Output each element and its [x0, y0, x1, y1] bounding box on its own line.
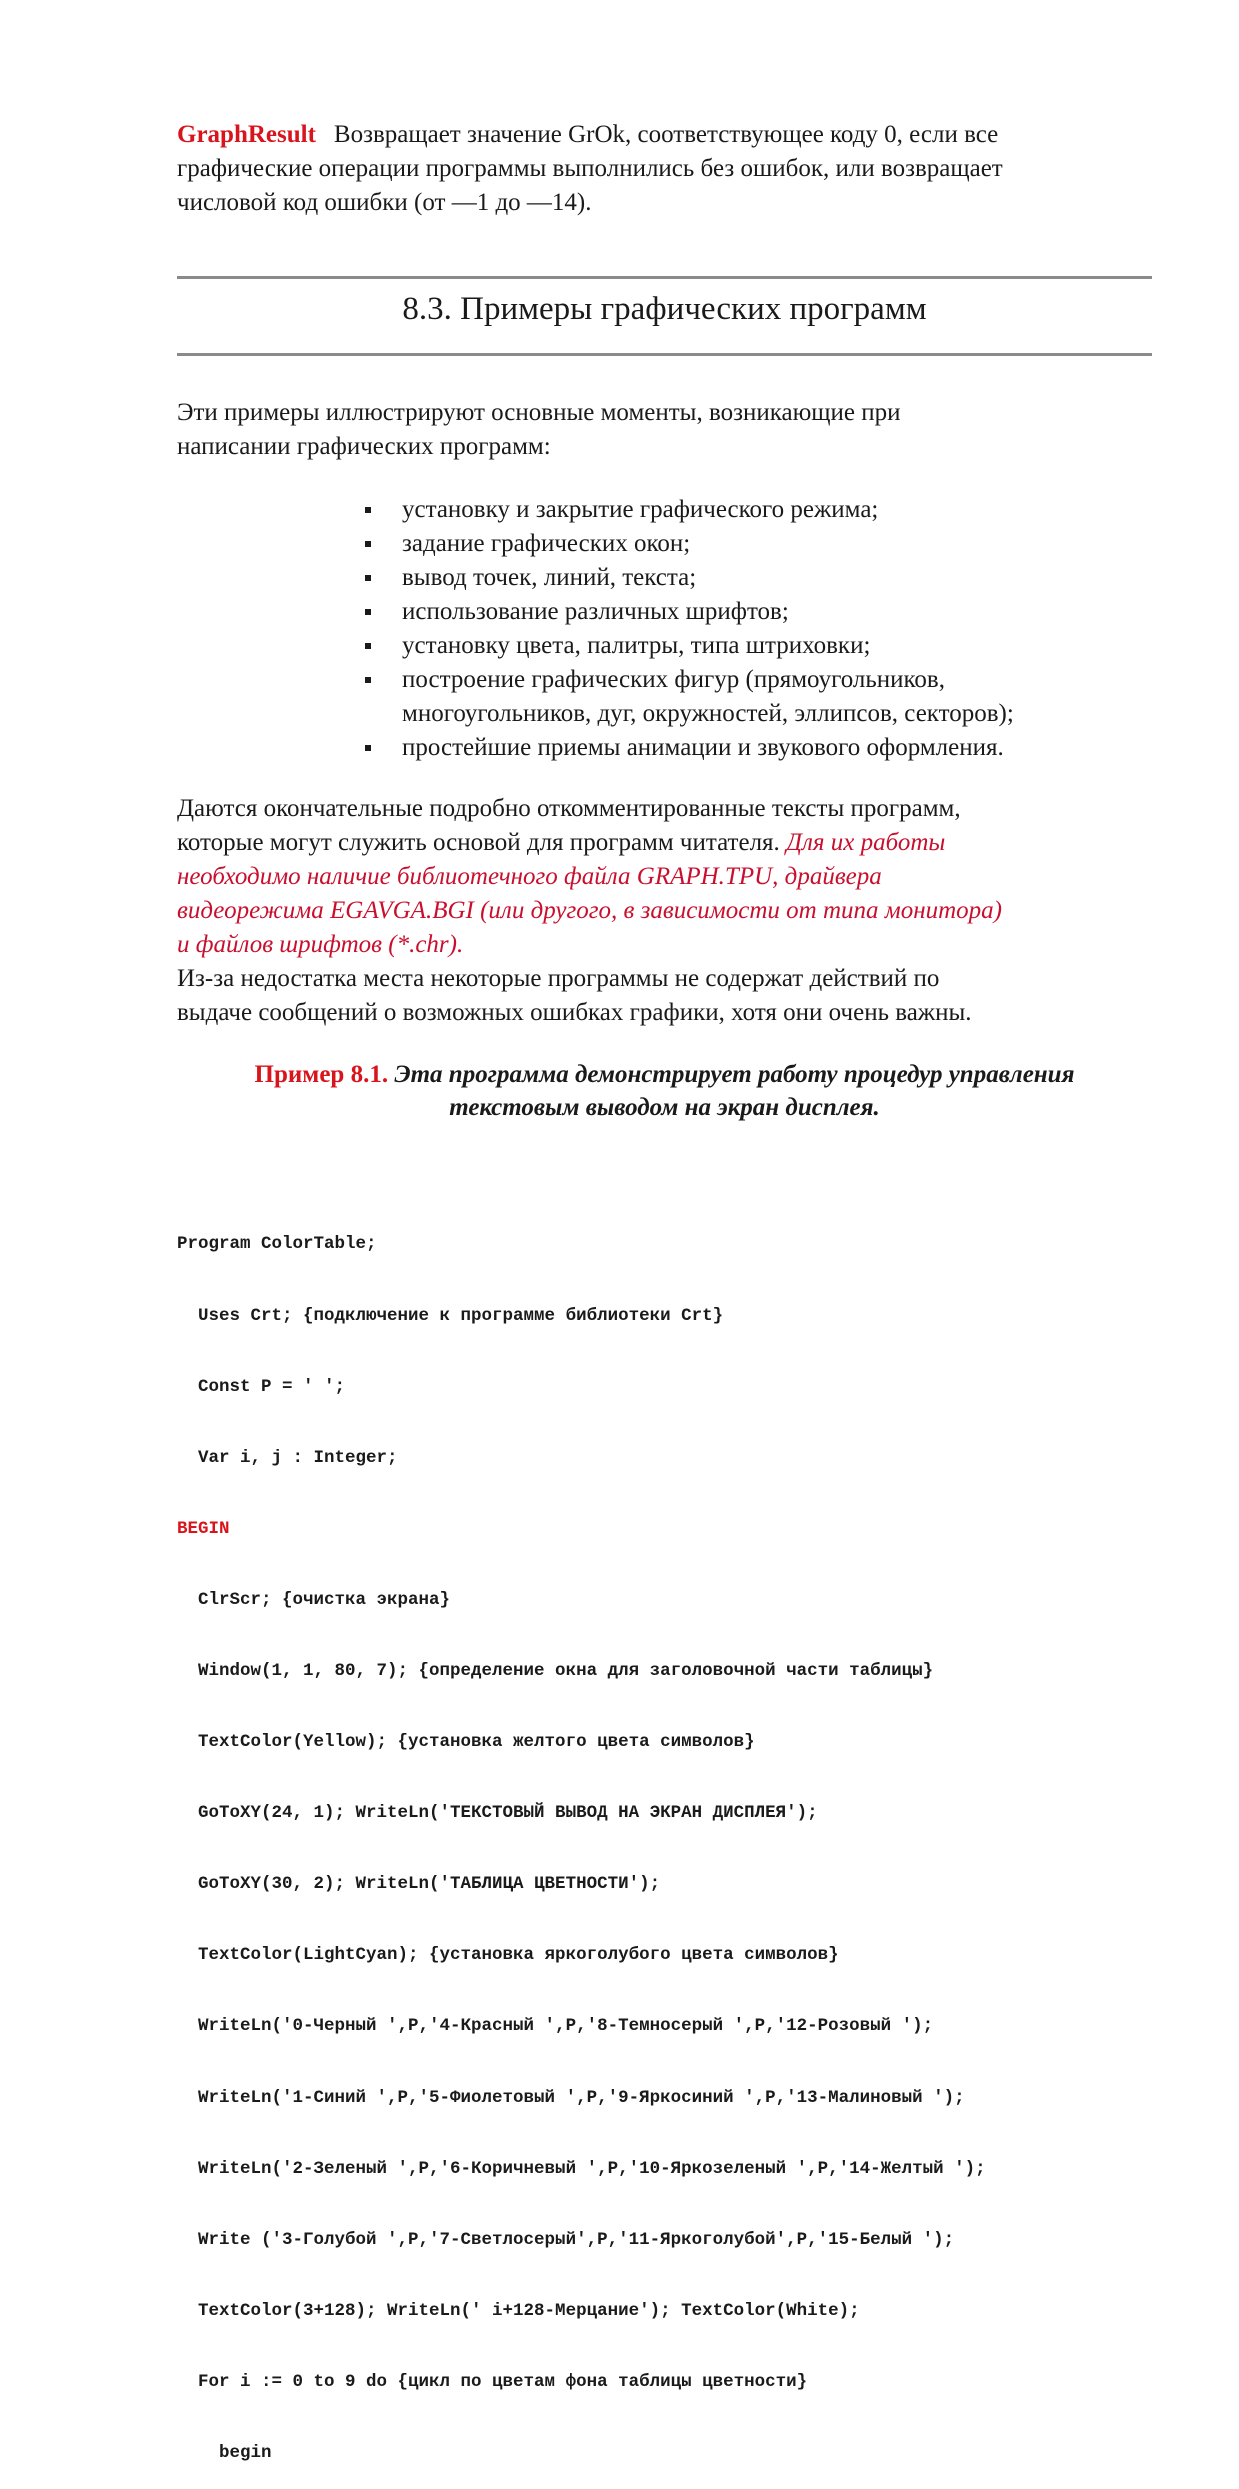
list-item-text: задание графических окон;	[402, 530, 691, 557]
list-item	[365, 493, 1155, 527]
bullet-square-icon	[365, 541, 371, 547]
bullet-square-icon	[365, 575, 371, 581]
body-line2: которые могут служить основой для программ читателя.	[177, 829, 787, 856]
list-item-text: установку цвета, палитры, типа штриховки;	[402, 632, 871, 659]
intro-paragraph	[177, 396, 1152, 464]
section-title: 8.3. Примеры графических программ	[402, 291, 927, 327]
code-line: TextColor(Yellow); {установка желтого цвета символов}	[177, 1732, 755, 1753]
example-heading	[177, 1058, 1152, 1124]
topic-list	[365, 493, 1155, 765]
list-item-text: простейшие приемы анимации и звукового оформления.	[402, 734, 1004, 761]
example-label: Пример 8.1.	[254, 1061, 389, 1088]
code-line: TextColor(LightCyan); {установка яркоголубого цвета символов}	[177, 1945, 839, 1966]
code-line: Program ColorTable;	[177, 1234, 377, 1255]
bullet-square-icon	[365, 643, 371, 649]
list-item-text: вывод точек, линий, текста;	[402, 564, 697, 591]
list-item	[365, 663, 1155, 731]
code-line: For i := 0 to 9 do {цикл по цветам фона таблицы цветности}	[177, 2371, 808, 2392]
bullet-square-icon	[365, 677, 371, 683]
body-line4: видеорежима EGAVGA.BGI (или другого, в зависимости от типа монитора)	[177, 897, 1002, 924]
graph-result-term: GraphResult	[177, 121, 316, 148]
list-item-text-continued: многоугольников, дуг, окружностей, эллипсов, секторов);	[402, 700, 1014, 727]
code-line: ClrScr; {очистка экрана}	[177, 1589, 451, 1610]
graph-result-paragraph	[177, 118, 1152, 220]
body-line7: выдаче сообщений о возможных ошибках графики, хотя они очень важны.	[177, 999, 972, 1026]
list-item-text: установку и закрытие графического режима;	[402, 496, 879, 523]
graph-result-line1: Возвращает значение GrOk, соответствующее коду 0, если все	[333, 121, 999, 148]
code-line: WriteLn('2-Зеленый ',P,'6-Коричневый ',P,'10-Яркозеленый ',P,'14-Желтый ');	[177, 2158, 986, 2179]
intro-line1: Эти примеры иллюстрируют основные моменты, возникающие при	[177, 399, 901, 426]
example-desc-line2: текстовым выводом на экран дисплея.	[449, 1094, 880, 1121]
graph-result-line2: графические операции программы выполнились без ошибок, или возвращает	[177, 155, 1003, 182]
bullet-square-icon	[365, 745, 371, 751]
code-line: Uses Crt; {подключение к программе библиотеки Crt}	[177, 1305, 724, 1326]
list-item-text: построение графических фигур (прямоугольников,	[402, 666, 945, 693]
code-line: Var i, j : Integer;	[177, 1447, 398, 1468]
code-line: TextColor(3+128); WriteLn(' i+128-Мерцание'); TextColor(White);	[177, 2300, 860, 2321]
bullet-square-icon	[365, 609, 371, 615]
code-line: GoToXY(24, 1); WriteLn('ТЕКСТОВЫЙ ВЫВОД НА ЭКРАН ДИСПЛЕЯ');	[177, 1803, 818, 1824]
example-desc-line1: Эта программа демонстрирует работу процедур управления	[394, 1061, 1075, 1088]
body-line1: Даются окончательные подробно откомментированные тексты программ,	[177, 795, 961, 822]
list-item	[365, 629, 1155, 663]
body-line2-italic: Для их работы	[786, 829, 946, 856]
list-item	[365, 595, 1155, 629]
body-line5: и файлов шрифтов (*.chr).	[177, 931, 464, 958]
code-line: Const P = ' ';	[177, 1376, 346, 1397]
bullet-square-icon	[365, 507, 371, 513]
code-line-begin-keyword: BEGIN	[177, 1518, 230, 1539]
code-line: Window(1, 1, 80, 7); {определение окна для заголовочной части таблицы}	[177, 1660, 934, 1681]
body-line6: Из-за недостатка места некоторые программы не содержат действий по	[177, 965, 940, 992]
list-item	[365, 527, 1155, 561]
intro-line2: написании графических программ:	[177, 433, 551, 460]
code-line: WriteLn('1-Синий ',P,'5-Фиолетовый ',P,'9-Яркосиний ',P,'13-Малиновый ');	[177, 2087, 965, 2108]
code-line: begin	[177, 2443, 272, 2463]
list-item-text: использование различных шрифтов;	[402, 598, 789, 625]
list-item	[365, 561, 1155, 595]
section-header	[177, 276, 1152, 356]
code-line: Write ('3-Голубой ',P,'7-Светлосерый',P,'11-Яркоголубой',P,'15-Белый ');	[177, 2229, 955, 2250]
code-line: WriteLn('0-Черный ',P,'4-Красный ',P,'8-Темносерый ',P,'12-Розовый ');	[177, 2016, 934, 2037]
graph-result-line3: числовой код ошибки (от —1 до —14).	[177, 189, 592, 216]
body-paragraph	[177, 792, 1152, 1030]
code-line: GoToXY(30, 2); WriteLn('ТАБЛИЦА ЦВЕТНОСТИ');	[177, 1874, 661, 1895]
list-item	[365, 731, 1155, 765]
graph-result-block	[177, 118, 1152, 220]
code-listing	[177, 1186, 1167, 2489]
body-line3: необходимо наличие библиотечного файла GRAPH.TPU, драйвера	[177, 863, 882, 890]
